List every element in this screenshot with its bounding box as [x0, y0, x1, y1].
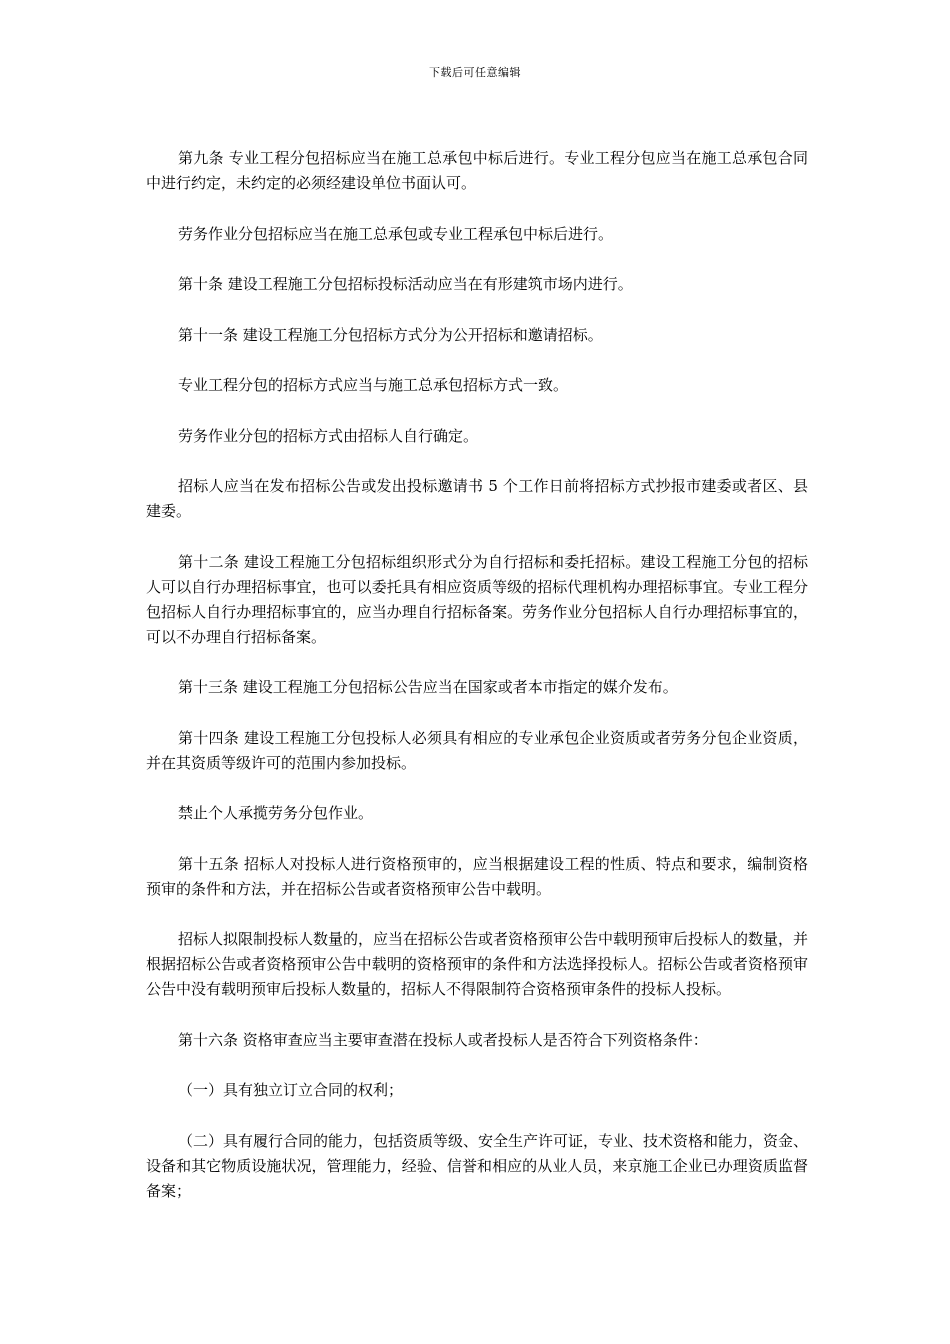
- condition-2-paragraph: （二）具有履行合同的能力，包括资质等级、安全生产许可证，专业、技术资格和能力，资金、设备和其它物质设施状况，管理能力，经验、信誉和相应的从业人员，来京施工企业已办理资质监督备案；: [146, 1131, 809, 1200]
- article-11-paragraph: 第十一条 建设工程施工分包招标方式分为公开招标和邀请招标。: [178, 325, 603, 344]
- article-13-paragraph: 第十三条 建设工程施工分包招标公告应当在国家或者本市指定的媒介发布。: [178, 678, 678, 696]
- specialty-bidding-method-paragraph: 专业工程分包的招标方式应当与施工总承包招标方式一致。: [178, 376, 569, 394]
- condition-1-paragraph: （一）具有独立订立合同的权利；: [178, 1081, 404, 1099]
- article-16-paragraph: 第十六条 资格审查应当主要审查潜在投标人或者投标人是否符合下列资格条件：: [178, 1030, 708, 1049]
- labor-subcontract-timing-paragraph: 劳务作业分包招标应当在施工总承包或专业工程承包中标后进行。: [178, 224, 614, 243]
- individual-prohibition-paragraph: 禁止个人承揽劳务分包作业。: [178, 804, 374, 822]
- labor-bidding-method-paragraph: 劳务作业分包的招标方式由招标人自行确定。: [178, 426, 479, 445]
- article-10-paragraph: 第十条 建设工程施工分包招标投标活动应当在有形建筑市场内进行。: [178, 275, 633, 293]
- article-9-paragraph: 第九条 专业工程分包招标应当在施工总承包中标后进行。专业工程分包应当在施工总承包合同中进行约定，未约定的必须经建设单位书面认可。: [146, 149, 808, 192]
- page-header: 下载后可任意编辑: [429, 66, 521, 79]
- article-15-paragraph: 第十五条 招标人对投标人进行资格预审的，应当根据建设工程的性质、特点和要求，编制资格预审的条件和方法，并在招标公告或者资格预审公告中载明。: [146, 854, 808, 898]
- bidding-method-report-paragraph: 招标人应当在发布招标公告或发出投标邀请书 5 个工作日前将招标方式抄报市建委或者区、县建委。: [146, 477, 808, 520]
- bidder-limit-paragraph: 招标人拟限制投标人数量的，应当在招标公告或者资格预审公告中载明预审后投标人的数量，并根据招标公告或者资格预审公告中载明的资格预审的条件和方法选择投标人。招标公告或者资格预审公告中没有载明预审后投标人数量的，招标人不得限制符合资格预审条件的投标人投标。: [146, 930, 809, 998]
- document-body: [146, 146, 808, 1229]
- article-12-paragraph: 第十二条 建设工程施工分包招标组织形式分为自行招标和委托招标。建设工程施工分包的招标人可以自行办理招标事宜，也可以委托具有相应资质等级的招标代理机构办理招标事宜。专业工程分包招标人自行办理招标事宜的，应当办理自行招标备案。劳务作业分包招标人自行办理招标事宜的，可以不办理自行招标备案。: [146, 552, 808, 646]
- article-14-paragraph: 第十四条 建设工程施工分包投标人必须具有相应的专业承包企业资质或者劳务分包企业资质，并在其资质等级许可的范围内参加投标。: [146, 728, 808, 772]
